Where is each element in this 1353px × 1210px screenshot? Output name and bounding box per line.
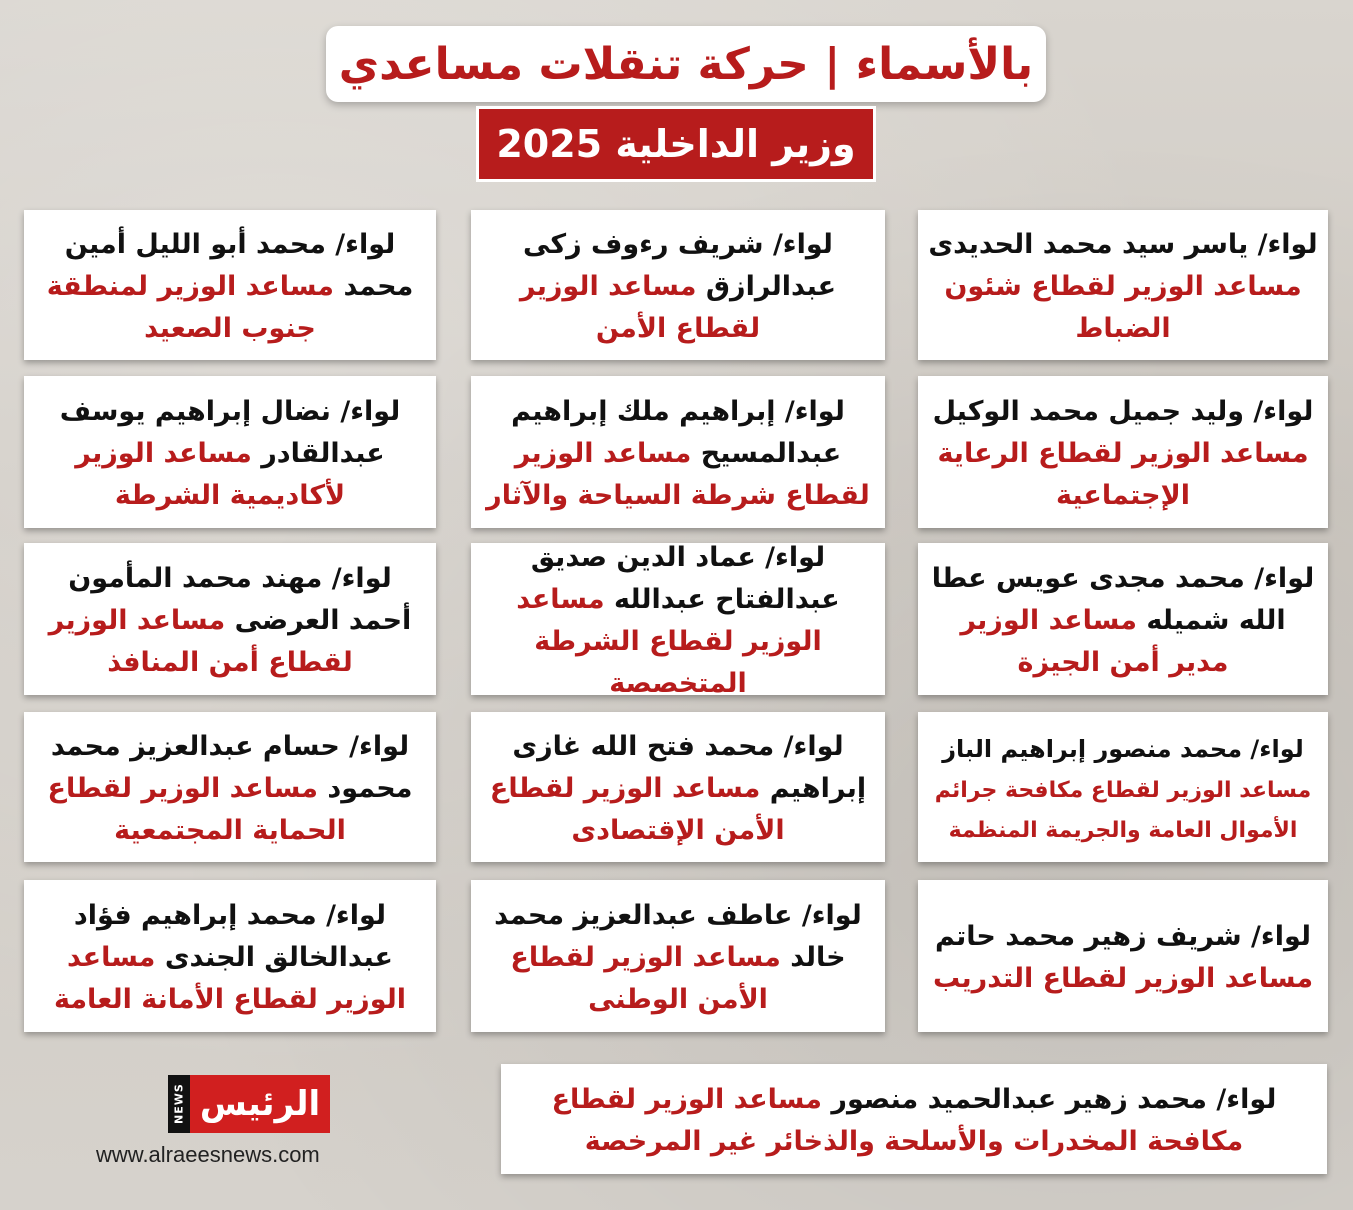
official-role: مساعد الوزير لقطاع الرعاية الإجتماعية — [937, 438, 1309, 511]
official-name: لواء/ إبراهيم ملك إبراهيم عبدالمسيح — [511, 396, 845, 469]
official-role: مساعد الوزير لقطاع شرطة السياحة والآثار — [486, 438, 870, 511]
official-role: مساعد الوزير لقطاع الأمن — [519, 271, 761, 344]
official-name: لواء/ نضال إبراهيم يوسف عبدالقادر — [59, 396, 401, 469]
official-role: مساعد الوزير لقطاع شئون الضباط — [944, 271, 1302, 344]
official-name: لواء/ شريف رءوف زكى عبدالرازق — [523, 229, 837, 302]
official-role: مساعد الوزير مدير أمن الجيزة — [960, 605, 1229, 678]
official-name: لواء/ وليد جميل محمد الوكيل — [932, 396, 1314, 427]
official-card — [471, 880, 885, 1032]
official-role: مساعد الوزير لقطاع أمن المنافذ — [48, 605, 353, 678]
official-role: مساعد الوزير لمنطقة جنوب الصعيد — [46, 271, 335, 344]
official-name: لواء/ محمد منصور إبراهيم الباز — [942, 735, 1304, 763]
official-card — [24, 543, 436, 695]
page-subtitle: وزير الداخلية 2025 — [496, 122, 856, 166]
official-card — [471, 376, 885, 528]
brand-logo — [168, 1075, 330, 1133]
page-title: بالأسماء | حركة تنقلات مساعدي — [338, 38, 1034, 90]
official-name: لواء/ محمد إبراهيم فؤاد عبدالخالق الجندى — [73, 900, 393, 973]
official-name: لواء/ شريف زهير محمد حاتم — [934, 921, 1312, 952]
official-card — [918, 880, 1328, 1032]
official-role: مساعد الوزير لقطاع الحماية المجتمعية — [47, 773, 346, 846]
page-subtitle-box — [476, 106, 876, 182]
official-role: مساعد الوزير لقطاع مكافحة المخدرات والأسلحة والذخائر غير المرخصة — [551, 1084, 1244, 1157]
official-role: مساعد الوزير لقطاع الأمن الإقتصادى — [489, 773, 785, 846]
official-card — [471, 210, 885, 360]
official-name: لواء/ حسام عبدالعزيز محمد محمود — [50, 731, 413, 804]
website-url: www.alraeesnews.com — [96, 1142, 320, 1167]
official-name: لواء/ ياسر سيد محمد الحديدى — [928, 229, 1318, 260]
official-role: مساعد الوزير لقطاع الشرطة المتخصصة — [516, 584, 822, 699]
official-card — [24, 880, 436, 1032]
official-card — [24, 712, 436, 862]
official-name: لواء/ عاطف عبدالعزيز محمد خالد — [494, 900, 862, 973]
official-role: مساعد الوزير لقطاع الأمانة العامة — [53, 942, 407, 1015]
official-card — [918, 376, 1328, 528]
official-card — [471, 542, 885, 699]
official-name: لواء/ محمد فتح الله غازى إبراهيم — [512, 731, 867, 804]
logo-side-label: NEWS — [168, 1075, 190, 1133]
official-name: لواء/ مهند محمد المأمون أحمد العرضى — [68, 563, 412, 636]
official-name: لواء/ محمد زهير عبدالحميد منصور — [831, 1084, 1277, 1115]
official-name: لواء/ محمد مجدى عويس عطا الله شميله — [931, 563, 1315, 636]
official-name: لواء/ عماد الدين صديق عبدالفتاح عبدالله — [530, 542, 840, 615]
official-role: مساعد الوزير لقطاع مكافحة جرائم الأموال العامة والجريمة المنظمة — [934, 778, 1312, 843]
official-card — [471, 712, 885, 862]
official-card — [918, 543, 1328, 695]
official-name: لواء/ محمد أبو الليل أمين محمد — [64, 229, 414, 302]
page-title-box — [326, 26, 1046, 102]
official-role: مساعد الوزير لقطاع التدريب — [932, 963, 1314, 994]
official-card — [918, 210, 1328, 360]
official-card — [24, 376, 436, 528]
official-card-wide — [501, 1064, 1327, 1174]
official-card — [918, 712, 1328, 862]
official-role: مساعد الوزير لأكاديمية الشرطة — [75, 438, 346, 511]
logo-text: الرئيس — [190, 1075, 330, 1133]
official-role: مساعد الوزير لقطاع الأمن الوطنى — [510, 942, 781, 1015]
official-card — [24, 210, 436, 360]
